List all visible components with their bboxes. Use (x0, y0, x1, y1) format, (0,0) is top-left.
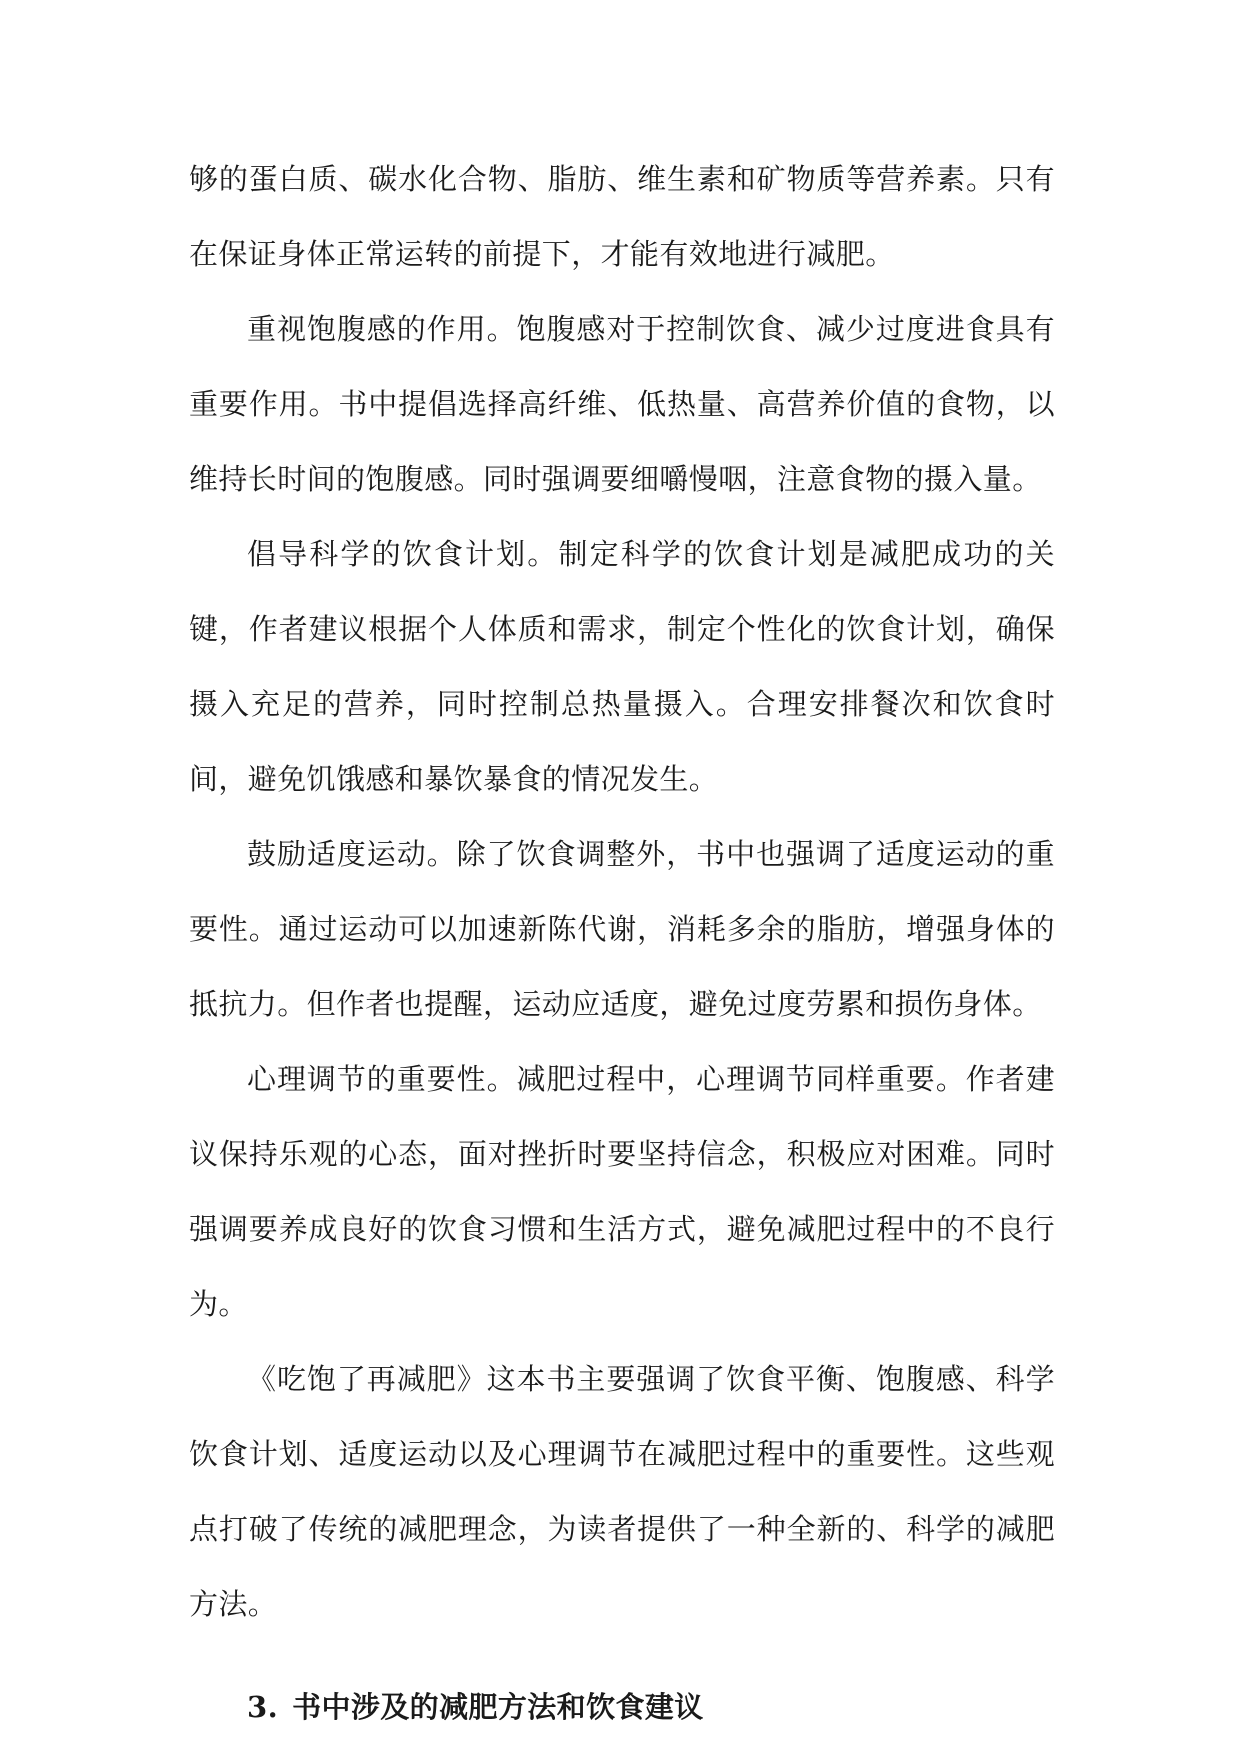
body-paragraph: 鼓励适度运动。除了饮食调整外，书中也强调了适度运动的重要性。通过运动可以加速新陈代谢，消耗多余的脂肪，增强身体的抵抗力。但作者也提醒，运动应适度，避免过度劳累和损伤身体。 (189, 837, 1055, 1021)
body-paragraph: 心理调节的重要性。减肥过程中，心理调节同样重要。作者建议保持乐观的心态，面对挫折时要坚持信念，积极应对困难。同时强调要养成良好的饮食习惯和生活方式，避免减肥过程中的不良行为。 (189, 1062, 1055, 1321)
body-paragraph: 《吃饱了再减肥》这本书主要强调了饮食平衡、饱腹感、科学饮食计划、适度运动以及心理调节在减肥过程中的重要性。这些观点打破了传统的减肥理念，为读者提供了一种全新的、科学的减肥方法。 (189, 1362, 1055, 1621)
section-title: 书中涉及的减肥方法和饮食建议 (292, 1690, 704, 1724)
body-paragraph: 倡导科学的饮食计划。制定科学的饮食计划是减肥成功的关键，作者建议根据个人体质和需求，制定个性化的饮食计划，确保摄入充足的营养，同时控制总热量摄入。合理安排餐次和饮食时间，避免饥饿感和暴饮暴食的情况发生。 (189, 537, 1055, 796)
section-heading (189, 1670, 1055, 1745)
body-paragraph: 够的蛋白质、碳水化合物、脂肪、维生素和矿物质等营养素。只有在保证身体正常运转的前提下，才能有效地进行减肥。 (189, 162, 1055, 271)
section-number: 3. (247, 1690, 279, 1724)
body-paragraph: 重视饱腹感的作用。饱腹感对于控制饮食、减少过度进食具有重要作用。书中提倡选择高纤维、低热量、高营养价值的食物，以维持长时间的饱腹感。同时强调要细嚼慢咽，注意食物的摄入量。 (189, 312, 1055, 496)
